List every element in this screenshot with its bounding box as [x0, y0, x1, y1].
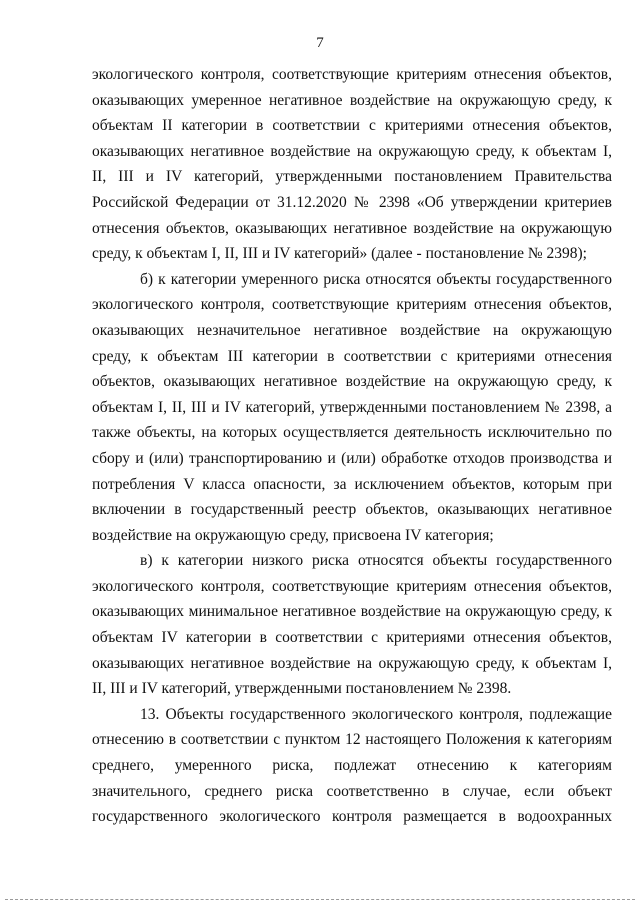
text-line: в) к категории низкого риска относятся объекты государственного [140, 552, 612, 570]
text-line: воздействие на окружающую среду, присвоена IV категория; [92, 526, 494, 544]
document-body [92, 62, 612, 830]
text-line: объектам I, II, III и IV категорий, утвержденными постановлением № 2398, а [92, 398, 612, 416]
text-line: потребления V класса опасности, за исключением объектов, которым при [92, 475, 612, 493]
text-line: оказывающих минимальное негативное воздействие на окружающую среду, к [92, 603, 612, 621]
text-line: оказывающих умеренное негативное воздействие на окружающую среду, к [92, 91, 612, 109]
paragraph [92, 267, 612, 549]
text-line: Российской Федерации от 31.12.2020 № 2398 «Об утверждении критериев [92, 193, 612, 211]
text-line: экологического контроля, соответствующие критериям отнесения объектов, [92, 66, 612, 83]
page-number: 7 [316, 35, 324, 51]
text-line: отнесения объектов, оказывающих негативное воздействие на окружающую [92, 219, 612, 237]
paragraph [92, 62, 612, 267]
text-line: среду, к объектам III категории в соответствии с критериями отнесения [92, 347, 612, 365]
text-line: также объекты, на которых осуществляется деятельность исключительно по [92, 424, 612, 442]
text-line: объектов, оказывающих негативное воздействие на окружающую среду, к [92, 373, 612, 391]
paragraph [92, 702, 612, 830]
text-line: экологического контроля, соответствующие критериям отнесения объектов, [92, 577, 612, 595]
text-line: среду, к объектам I, II, III и IV категорий» (далее - постановление № 2398); [92, 245, 587, 263]
text-line: 13. Объекты государственного экологического контроля, подлежащие [140, 705, 612, 723]
text-line: экологического контроля, соответствующие критериям отнесения объектов, [92, 296, 612, 314]
bottom-edge-rule [5, 899, 635, 900]
text-line: оказывающих негативное воздействие на окружающую среду, к объектам I, [92, 142, 612, 160]
text-line: II, III и IV категорий, утвержденными постановлением № 2398. [92, 680, 512, 698]
text-line: II, III и IV категорий, утвержденными постановлением Правительства [92, 168, 612, 186]
text-line: сбору и (или) транспортированию и (или) обработке отходов производства и [92, 449, 612, 467]
text-line: оказывающих негативное воздействие на окружающую среду, к объектам I, [92, 654, 612, 672]
text-line: отнесению в соответствии с пунктом 12 настоящего Положения к категориям [92, 731, 612, 749]
text-line: государственного экологического контроля размещается в водоохранных [92, 808, 612, 826]
text-line: б) к категории умеренного риска относятся объекты государственного [140, 270, 612, 288]
paragraph [92, 548, 612, 702]
text-line: включении в государственный реестр объектов, оказывающих негативное [92, 501, 612, 519]
text-line: значительного, среднего риска соответственно в случае, если объект [92, 782, 612, 800]
text-line: среднего, умеренного риска, подлежат отнесению к категориям [92, 757, 612, 775]
text-line: оказывающих незначительное негативное воздействие на окружающую [92, 321, 612, 339]
text-line: объектам IV категории в соответствии с критериями отнесения объектов, [92, 629, 612, 647]
text-line: объектам II категории в соответствии с критериями отнесения объектов, [92, 117, 612, 135]
